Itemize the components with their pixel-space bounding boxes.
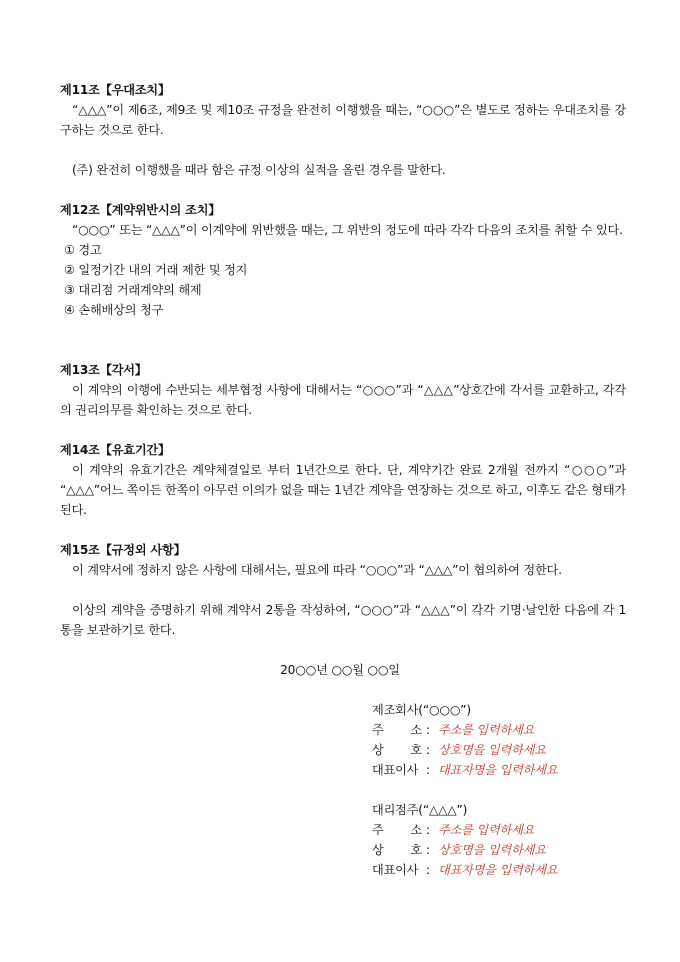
agent-signature-block: [372, 800, 662, 880]
article-title: 제13조【각서】: [60, 363, 147, 377]
field-colon: :: [426, 863, 430, 877]
company-name-input[interactable]: 상호명을 입력하세요: [438, 743, 546, 757]
address-row: [372, 720, 662, 740]
article-paragraph: 이 계약의 이행에 수반되는 세부협정 사항에 대해서는 “○○○”과 “△△△”상호간에 각서를 교환하고, 각각의 권리의무를 확인하는 것으로 한다.: [60, 383, 626, 417]
contract-date: 20○○년 ○○월 ○○일: [280, 663, 400, 677]
article-title: 제15조【규정외 사항】: [60, 543, 186, 557]
field-colon: :: [426, 843, 430, 857]
article-paragraph: 이 계약서에 정하지 않은 사항에 대해서는, 필요에 따라 “○○○”과 “△△△”이 협의하여 정한다.: [72, 563, 562, 577]
signature-heading: 대리점주(“△△△”): [372, 803, 468, 817]
list-item: ③ 대리점 거래계약의 해제: [64, 283, 202, 297]
field-colon: :: [426, 763, 430, 777]
article-paragraph: “△△△”이 제6조, 제9조 및 제10조 규정을 완전히 이행했을 때는, “○○○”은 별도로 정하는 우대조치를 강구하는 것으로 한다.: [60, 103, 626, 137]
article-paragraph: 이 계약의 유효기간은 계약체결일로 부터 1년간으로 한다. 단, 계약기간 완료 2개월 전까지 “○○○”과 “△△△”어느 쪽이든 한쪽이 아무런 이의가 없을 때는 1년간 계약을 연장하는 것으로 하고, 이후도 같은 형태가 된다.: [60, 463, 626, 517]
list-item: ② 일정기간 내의 거래 제한 및 정지: [64, 263, 248, 277]
article-11: [60, 80, 626, 140]
article-title: 제14조【유효기간】: [60, 443, 170, 457]
field-colon: :: [426, 723, 430, 737]
field-label: 상 호: [372, 843, 422, 857]
article-12: [60, 200, 626, 320]
article-title: 제12조【계약위반시의 조치】: [60, 203, 221, 217]
article-paragraph: “○○○” 또는 “△△△”이 이계약에 위반했을 때는, 그 위반의 정도에 따라 각각 다음의 조치를 취할 수 있다.: [72, 223, 623, 237]
field-colon: :: [426, 823, 430, 837]
field-label: 주 소: [372, 823, 422, 837]
field-label: 상 호: [372, 743, 422, 757]
list-item: ① 경고: [64, 243, 102, 257]
company-name-row: [372, 840, 662, 860]
field-label: 대표이사: [372, 763, 419, 777]
signature-heading: 제조회사(“○○○”): [372, 703, 471, 717]
article-title: 제11조【우대조치】: [60, 83, 170, 97]
list-item: ④ 손해배상의 청구: [64, 303, 164, 317]
representative-row: [372, 760, 662, 780]
representative-input[interactable]: 대표자명을 입력하세요: [438, 763, 558, 777]
closing-paragraph: 이상의 계약을 증명하기 위해 계약서 2통을 작성하여, “○○○”과 “△△△”이 각각 기명·날인한 다음에 각 1통을 보관하기로 한다.: [60, 603, 626, 637]
company-name-row: [372, 740, 662, 760]
article-13: [60, 360, 626, 420]
representative-input[interactable]: 대표자명을 입력하세요: [438, 863, 558, 877]
field-label: 대표이사: [372, 863, 419, 877]
field-label: 주 소: [372, 723, 422, 737]
address-row: [372, 820, 662, 840]
address-input[interactable]: 주소를 입력하세요: [438, 823, 535, 837]
field-colon: :: [426, 743, 430, 757]
address-input[interactable]: 주소를 입력하세요: [438, 723, 535, 737]
article-15: [60, 540, 626, 580]
representative-row: [372, 860, 662, 880]
article-note: (주) 완전히 이행했을 때라 함은 규정 이상의 실적을 올린 경우를 말한다.: [72, 163, 446, 177]
article-14: [60, 440, 626, 520]
manufacturer-signature-block: [372, 700, 662, 780]
company-name-input[interactable]: 상호명을 입력하세요: [438, 843, 546, 857]
